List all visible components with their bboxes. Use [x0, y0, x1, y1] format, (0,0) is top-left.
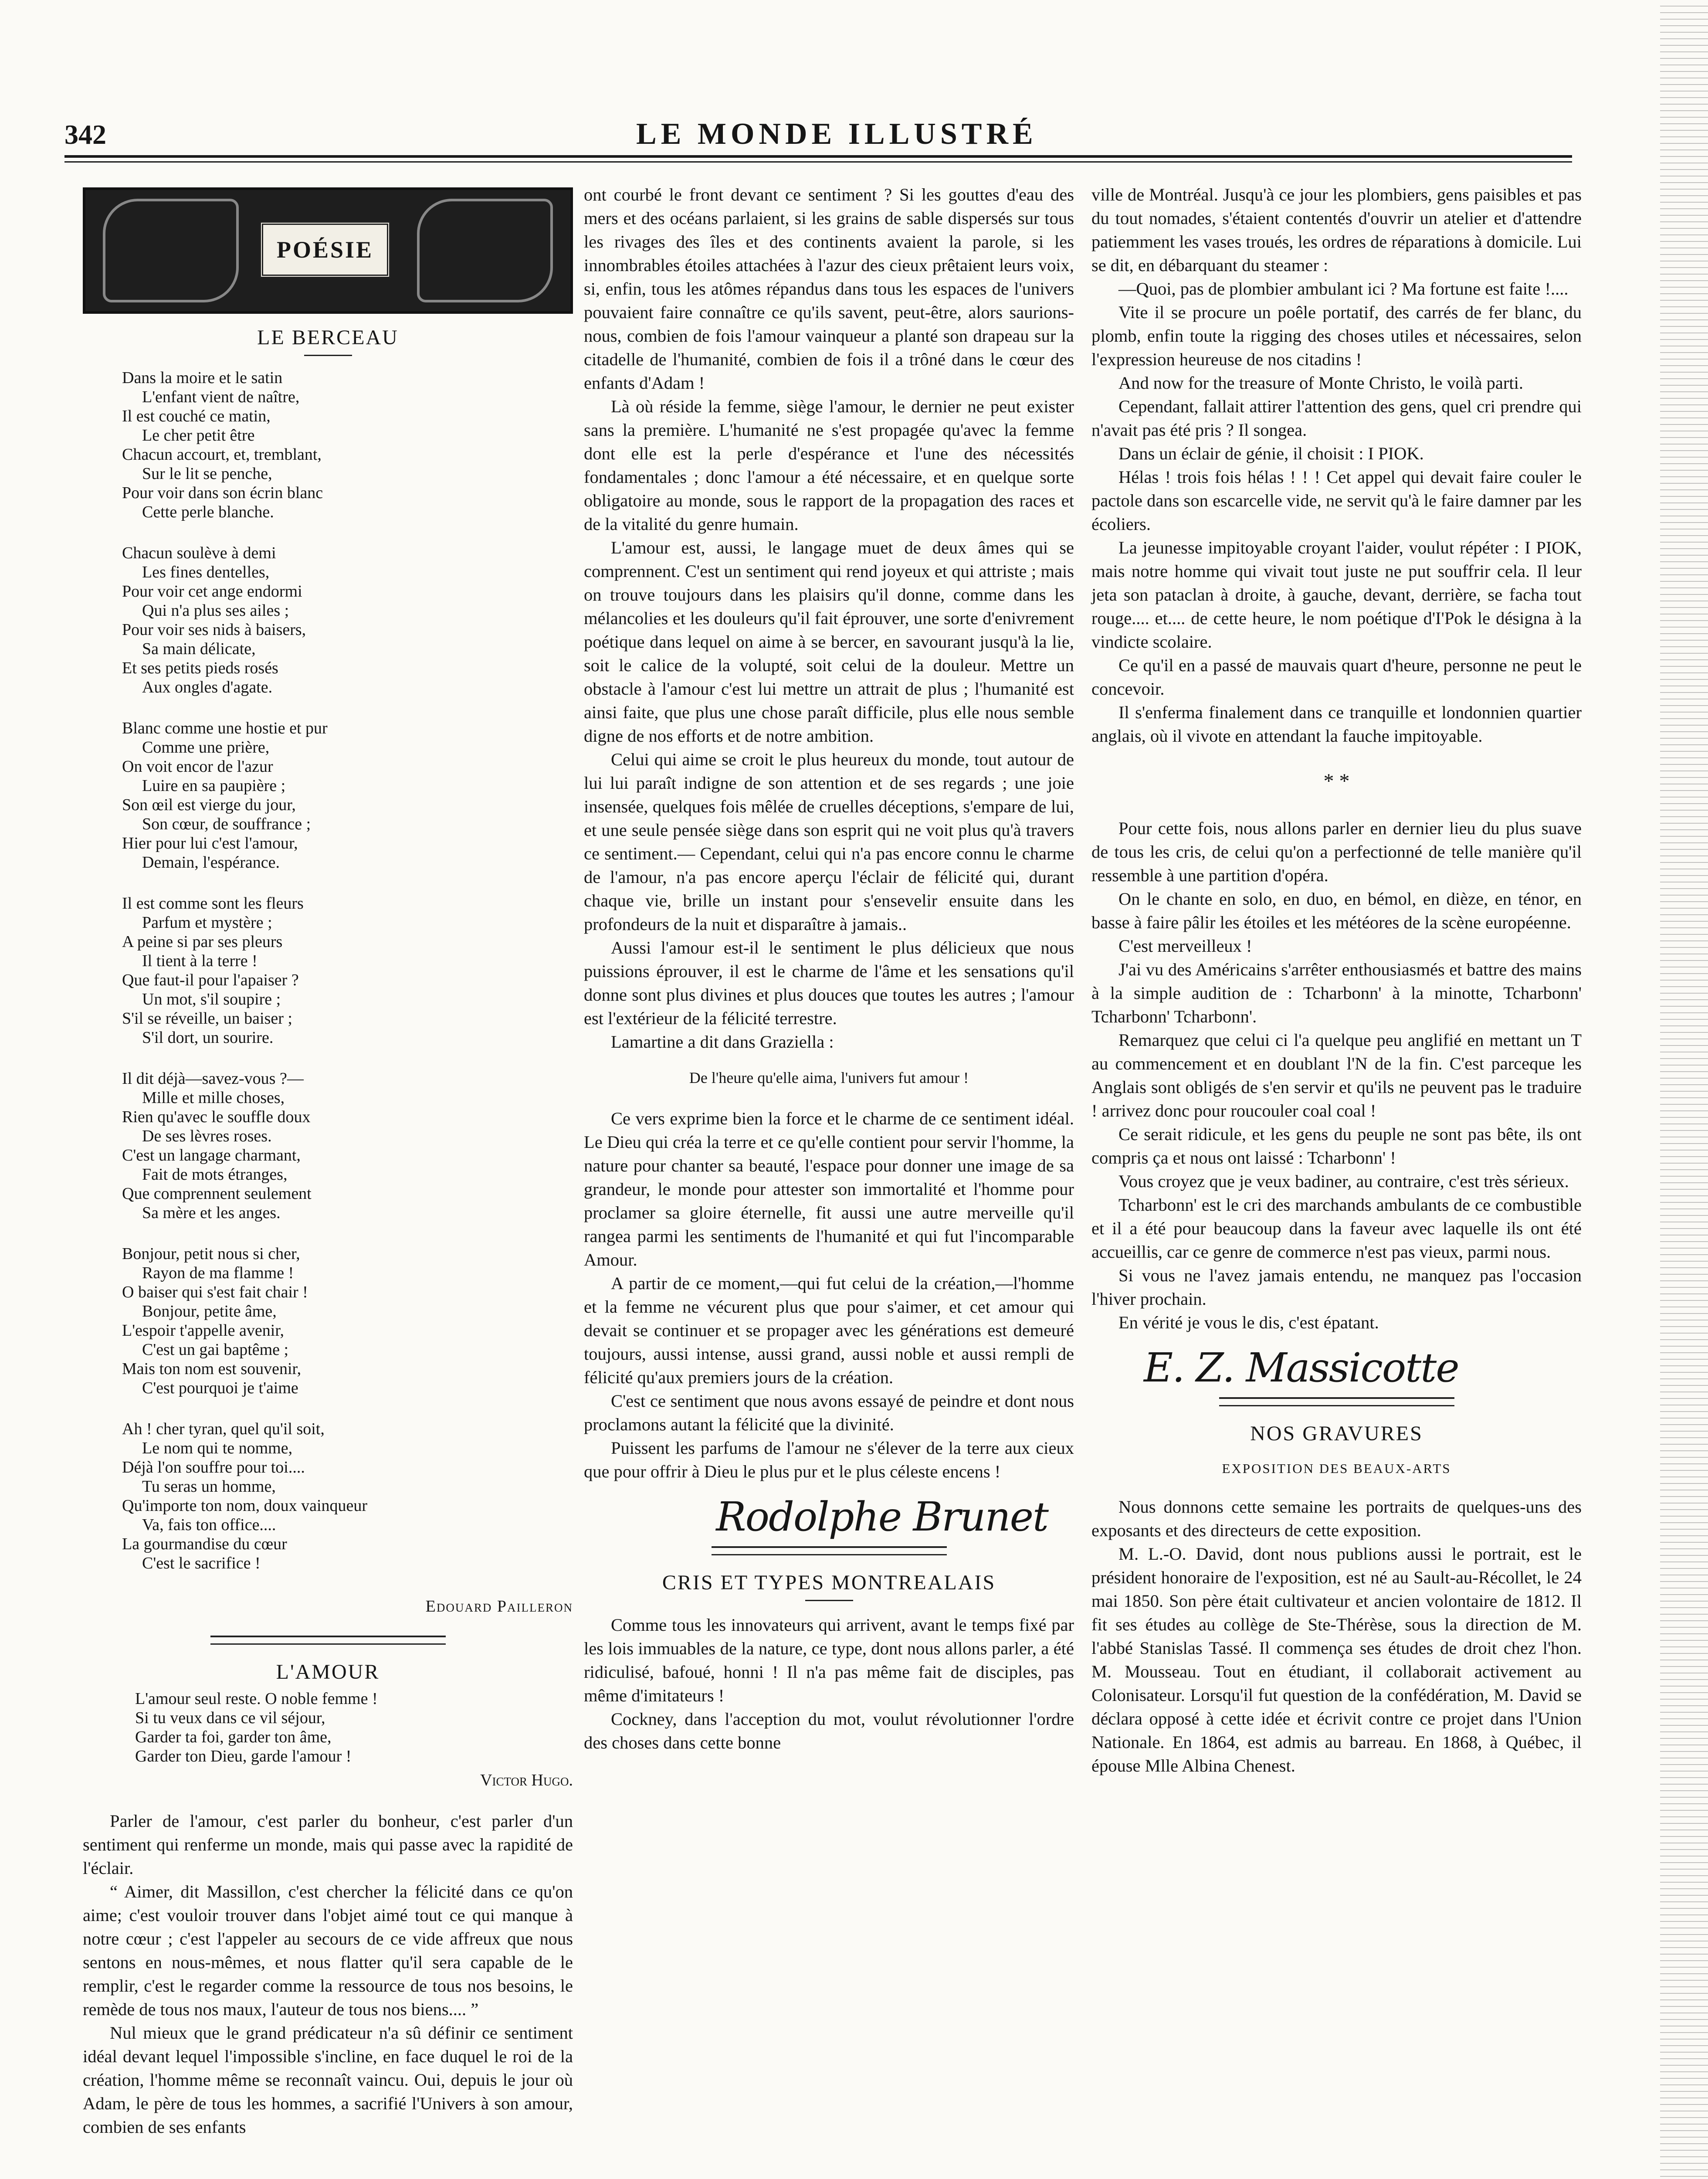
paragraph: Dans un éclair de génie, il choisit : I PIOK.: [1118, 444, 1424, 463]
header-rule: [64, 155, 1572, 158]
poem-line: C'est un langage charmant,: [122, 1146, 301, 1164]
paragraph: Là où réside la femme, siège l'amour, le dernier ne peut exister sans la première. L'humanité ne s'est propagée qu'avec la femme dont elle est la perle d'espérance et l'une des nécessités fondamentales ; donc l'amour a été nécessaire, et en quelque sorte obligatoire au monde, sous le rapport de la propagation des races et de la vitalité du genre humain.: [584, 397, 1074, 534]
poem-line: Hier pour lui c'est l'amour,: [122, 834, 298, 852]
poem-line: Comme une prière,: [142, 738, 270, 757]
paragraph: Hélas ! trois fois hélas ! ! ! Cet appel qui devait faire couler le pactole dans son escarcelle vide, ne servit qu'à le faire damner par les écoliers.: [1091, 467, 1582, 534]
poem-line: Il est comme sont les fleurs: [122, 894, 304, 913]
poem-line: L'enfant vient de naître,: [142, 388, 300, 406]
poem-line: Que comprennent seulement: [122, 1185, 312, 1203]
paragraph: J'ai vu des Américains s'arrêter enthousiasmés et battre des mains à la simple audition de : Tcharbonn' à la minotte, Tcharbonn' Tcharbonn' Tcharbonn'.: [1091, 960, 1582, 1026]
short-rule: [805, 1600, 853, 1601]
poem-line: Qu'importe ton nom, doux vainqueur: [122, 1497, 368, 1515]
poem-line: Dans la moire et le satin: [122, 369, 283, 387]
poem-line: Bonjour, petite âme,: [142, 1302, 277, 1320]
poem-line: Il est couché ce matin,: [122, 407, 271, 425]
essay-continued: [584, 183, 1074, 1054]
poem-line: Rien qu'avec le souffle doux: [122, 1108, 311, 1126]
exposition-subheading: EXPOSITION DES BEAUX-ARTS: [1222, 1461, 1451, 1476]
ornament-right-icon: [417, 199, 553, 302]
poem-line: Il dit déjà—savez-vous ?—: [122, 1069, 304, 1088]
poem-line: C'est le sacrifice !: [142, 1554, 261, 1572]
nos-gravures-title: NOS GRAVURES: [1250, 1422, 1423, 1445]
paragraph: La jeunesse impitoyable croyant l'aider, voulut répéter : I PIOK, mais notre homme qui vivait tout juste ne put souffrir cela. Il leur jeta son pataclan à droite, à gauche, devant, derrière, se facha tout rouge.... et.... de cette heure, le nom poétique d'I'Pok le désigna à la vindicte scolaire.: [1091, 538, 1582, 652]
paragraph: Nul mieux que le grand prédicateur n'a sû définir ce sentiment idéal devant lequel l'impossible s'incline, en face duquel le roi de la création, l'homme même se reconnaît vaincu. Oui, depuis le jour où Adam, le père de tous les hommes, a sacrifié l'Univers à son amour, combien de ses enfants: [83, 2023, 573, 2137]
poem-line: Son œil est vierge du jour,: [122, 796, 296, 814]
poem-line: Mille et mille choses,: [142, 1089, 285, 1107]
epigraph-line: Garder ton Dieu, garde l'amour !: [135, 1747, 352, 1765]
paragraph: L'amour est, aussi, le langage muet de deux âmes qui se comprennent. C'est un sentiment qui rend joyeux et qui attriste ; mais on trouve toujours dans les plaisirs qu'il donne, comme dans les mélancolies et les douleurs qu'il fait éprouver, une sorte d'enivrement poétique dans lequel on aime à se bercer, en savourant jusqu'à la lie, soit le calice de la volupté, soit celui de la douleur. Mettre un obstacle à l'amour c'est lui mettre un attrait de plus ; l'humanité est ainsi faite, que plus une chose paraît difficile, plus elle nous semble digne de nos efforts et de notre ambition.: [584, 538, 1074, 746]
banner-label: POÉSIE: [260, 221, 390, 278]
poem-line: Sa main délicate,: [142, 640, 256, 658]
column-2: [584, 183, 1074, 1755]
paragraph: Ce qu'il en a passé de mauvais quart d'heure, personne ne peut le concevoir.: [1091, 655, 1582, 699]
tcharbonn-story: [1091, 817, 1582, 1334]
paragraph: —Quoi, pas de plombier ambulant ici ? Ma fortune est faite !....: [1118, 279, 1569, 299]
paragraph: Il s'enferma finalement dans ce tranquille et londonnien quartier anglais, où il vivote en attendant la fauche impitoyable.: [1091, 703, 1582, 746]
poem-line: On voit encor de l'azur: [122, 757, 273, 776]
column-1: [83, 183, 573, 2139]
poem-line: Bonjour, petit nous si cher,: [122, 1245, 300, 1263]
short-rule: [304, 355, 352, 356]
paragraph: And now for the treasure of Monte Christo, le voilà parti.: [1118, 373, 1524, 393]
epigraph-line: Garder ta foi, garder ton âme,: [135, 1728, 332, 1746]
cris-types-intro: [584, 1613, 1074, 1755]
epigraph-line: Si tu veux dans ce vil séjour,: [135, 1709, 325, 1727]
paragraph: ville de Montréal. Jusqu'à ce jour les plombiers, gens paisibles et pas du tout nomades, s'étaient contentés d'ouvrir un atelier et d'attendre patiemment les vases troués, les ordres de réparations à domicile. Lui se dit, en débarquant du steamer :: [1091, 185, 1582, 275]
poem-stanza: [122, 1244, 573, 1398]
paragraph: “ Aimer, dit Massillon, c'est chercher la félicité dans ce qu'on aime; c'est vouloir trouver dans l'objet aimé tout ce qui manque à notre cœur ; c'est l'appeler au secours de ce vide affreux que nous sentons en nous-mêmes, et nous flatter qu'il sera capable de le remplir, c'est le regarder comme la ressource de tous nos besoins, le remède de tous nos maux, l'auteur de tous nos biens.... ”: [83, 1882, 573, 2019]
poem-stanza: [122, 1419, 573, 1573]
graziella-quote: De l'heure qu'elle aima, l'univers fut amour !: [689, 1069, 969, 1086]
paragraph: A partir de ce moment,—qui fut celui de la création,—l'homme et la femme ne vécurent plus que pour s'aimer, et cet amour qui devait se continuer et se propager avec les générations est demeuré toujours, aussi intense, aussi grand, aussi noble et aussi rempli de félicité qu'aux premiers jours de la création.: [584, 1273, 1074, 1387]
poem-line: Pour voir dans son écrin blanc: [122, 484, 323, 502]
paragraph: Si vous ne l'avez jamais entendu, ne manquez pas l'occasion l'hiver prochain.: [1091, 1266, 1582, 1309]
page-edge-speckle: [1660, 0, 1708, 2179]
poem-line: Que faut-il pour l'apaiser ?: [122, 971, 299, 989]
poem-line: L'espoir t'appelle avenir,: [122, 1321, 284, 1340]
paragraph: Lamartine a dit dans Graziella :: [611, 1032, 834, 1052]
piok-story: [1091, 183, 1582, 748]
section-divider: [210, 1636, 446, 1645]
poem-line: De ses lèvres roses.: [142, 1127, 272, 1145]
poem-line: Qui n'a plus ses ailes ;: [142, 601, 289, 620]
poem-line: Sa mère et les anges.: [142, 1204, 281, 1222]
poem-line: S'il dort, un sourire.: [142, 1028, 274, 1047]
poem-stanza: [122, 719, 573, 872]
poem-line: Ah ! cher tyran, quel qu'il soit,: [122, 1420, 325, 1438]
poem-line: Pour voir cet ange endormi: [122, 582, 302, 601]
poem-line: Son cœur, de souffrance ;: [142, 815, 311, 833]
poem-line: Sur le lit se penche,: [142, 465, 272, 483]
paragraph: Vite il se procure un poêle portatif, des carrés de fer blanc, du plomb, enfin toute la rigging des choses utiles et nécessaires, selon l'expression heureuse de nos citadins !: [1091, 302, 1582, 369]
poem-stanza: [122, 543, 573, 697]
poem-line: Chacun accourt, et, tremblant,: [122, 445, 322, 464]
epigraph-author: Victor Hugo.: [480, 1771, 573, 1789]
cris-types-title: CRIS ET TYPES MONTREALAIS: [662, 1571, 996, 1594]
essay-conclusion: [584, 1107, 1074, 1483]
poem-line: Demain, l'espérance.: [142, 853, 280, 872]
poem-line: C'est un gai baptême ;: [142, 1341, 289, 1359]
poem-line: Luire en sa paupière ;: [142, 777, 286, 795]
essay-paragraphs: [83, 1809, 573, 2139]
poem-line: Il tient à la terre !: [142, 952, 258, 970]
poem-line: A peine si par ses pleurs: [122, 933, 283, 951]
poem-line: Fait de mots étranges,: [142, 1165, 288, 1184]
poem-line: O baiser qui s'est fait chair !: [122, 1283, 308, 1301]
poem-line: Le cher petit être: [142, 426, 255, 445]
section-divider: [1219, 1397, 1454, 1406]
poem-line: Chacun soulève à demi: [122, 544, 276, 562]
page-number: 342: [64, 119, 106, 150]
paragraph: Parler de l'amour, c'est parler du bonheur, c'est parler d'un sentiment qui renferme un monde, mais qui passe avec la rapidité de l'éclair.: [83, 1811, 573, 1878]
paragraph: Celui qui aime se croit le plus heureux du monde, tout autour de lui lui paraît indigne de son attention et de ses regards ; une joie insensée, quelques fois mêlée de cruelles déceptions, s'empare de lui, et une seule pensée siège dans son esprit qui ne voit plus qu'à travers ce sentiment.— Cependant, celui qui n'a pas encore connu le charme de l'amour, n'a pas encore aperçu l'éclair de félicité qui, durant chaque vie, brille un instant pour s'ensevelir ensuite dans les profondeurs de la nuit et disparaître à jamais..: [584, 750, 1074, 934]
poem-line: S'il se réveille, un baiser ;: [122, 1009, 292, 1028]
paragraph: Puissent les parfums de l'amour ne s'élever de la terre aux cieux que pour offrir à Dieu le plus pur et le plus céleste encens !: [584, 1438, 1074, 1481]
poem-stanza: [122, 1069, 573, 1222]
paragraph: Nous donnons cette semaine les portraits de quelques-uns des exposants et des directeurs de cette exposition.: [1091, 1497, 1582, 1540]
poem-line: Déjà l'on souffre pour toi....: [122, 1458, 305, 1476]
paragraph: C'est ce sentiment que nous avons essayé de peindre et dont nous proclamons autant la félicité que la divinité.: [584, 1391, 1074, 1434]
poesie-banner: [83, 187, 573, 314]
paragraph: M. L.-O. David, dont nous publions aussi le portrait, est le président honoraire de l'exposition, est né au Sault-au-Récollet, le 24 mai 1850. Son père était cultivateur et ancien volontaire de 1812. Il fit ses études au collège de Ste-Thérèse, sous la direction de M. l'abbé Stanislas Tassé. Il commença ses études de droit chez l'hon. M. Mousseau. Tout en étudiant, il collaborait activement au Colonisateur. Lorsqu'il fut question de la confédération, M. David se déclara opposé à cette idée et écrivit contre ce projet dans l'Union Nationale. En 1864, est admis au barreau. En 1868, à Québec, il épouse Mlle Albina Chenest.: [1091, 1544, 1582, 1775]
section-divider: [712, 1546, 947, 1555]
poem-line: Mais ton nom est souvenir,: [122, 1360, 302, 1378]
paragraph: Aussi l'amour est-il le sentiment le plus délicieux que nous puissions éprouver, il est le charme de l'âme et les sensations qu'il donne sont plus divines et plus douces que toutes les autres ; l'amour est l'extérieur de la félicité terrestre.: [584, 938, 1074, 1028]
paragraph: Remarquez que celui ci l'a quelque peu anglifié en mettant un T au commencement et en doublant l'N de la fin. C'est parceque les Anglais sont obligés de s'en servir et qu'ils ne peuvent pas le traduire ! arrivez donc pour roucouler coal coal !: [1091, 1030, 1582, 1120]
paragraph: Vous croyez que je veux badiner, au contraire, c'est très sérieux.: [1118, 1171, 1569, 1191]
paragraph: Cependant, fallait attirer l'attention des gens, quel cri prendre qui n'avait pas été pris ? Il songea.: [1091, 397, 1582, 440]
poem-line: Tu seras un homme,: [142, 1477, 276, 1496]
paragraph: Tcharbonn' est le cri des marchands ambulants de ce combustible et il a été pour beaucoup dans la faveur avec laquelle ils ont été accueillis, car ce genre de commerce n'est pas vieux, parmi nous.: [1091, 1195, 1582, 1262]
poem-author: Edouard Pailleron: [425, 1597, 573, 1616]
asterism: * *: [1323, 770, 1350, 793]
poem-title: LE BERCEAU: [257, 326, 399, 349]
paragraph: ont courbé le front devant ce sentiment ? Si les gouttes d'eau des mers et des océans parlaient, si les grains de sable dispersés sur tous les rivages des îles et des continents avaient la parole, si les innombrables étoiles attachées à l'azur des cieux prêtaient leurs voix, si, enfin, tous les atômes répandus dans tous les espaces de l'univers pouvaient faire connaître ce qu'ils savent, peut-être, alors saurions-nous, combien de fois l'amour vainqueur a planté son drapeau sur la citadelle de l'humanité, combien de fois il a trôné dans le cœur des enfants d'Adam !: [584, 185, 1074, 393]
poem-line: Blanc comme une hostie et pur: [122, 719, 328, 737]
paragraph: C'est merveilleux !: [1118, 936, 1252, 956]
header-rule-thin: [64, 161, 1572, 163]
poem-stanza: [122, 894, 573, 1047]
epigraph: [135, 1689, 573, 1766]
poem-line: Cette perle blanche.: [142, 503, 274, 521]
ornament-left-icon: [103, 199, 239, 302]
paragraph: En vérité je vous le dis, c'est épatant.: [1118, 1313, 1379, 1332]
paragraph: Ce vers exprime bien la force et le charme de ce sentiment idéal. Le Dieu qui créa la terre et ce qu'elle contient pour servir l'homme, la nature pour chanter sa beauté, l'espace pour donner une image de sa grandeur, le monde pour attester son immortalité et l'homme pour proclamer sa gloire éternelle, fit aussi une autre merveille qu'il rangea parmi les sentiments de l'humanité et qui fut l'incomparable Amour.: [584, 1109, 1074, 1269]
poem-line: Parfum et mystère ;: [142, 913, 272, 932]
poem-body: [122, 368, 573, 1573]
poem-line: Les fines dentelles,: [142, 563, 270, 581]
poem-line: Rayon de ma flamme !: [142, 1264, 294, 1282]
epigraph-line: L'amour seul reste. O noble femme !: [135, 1690, 378, 1708]
paragraph: Cockney, dans l'acception du mot, voulut révolutionner l'ordre des choses dans cette bonne: [584, 1709, 1074, 1752]
masthead-title: LE MONDE ILLUSTRÉ: [636, 117, 1037, 151]
paragraph: Pour cette fois, nous allons parler en dernier lieu du plus suave de tous les cris, de celui qu'on a perfectionné de telle manière qu'il ressemble à une partition d'opéra.: [1091, 818, 1582, 885]
poem-stanza: [122, 368, 573, 522]
poem-line: Pour voir ses nids à baisers,: [122, 621, 306, 639]
poem-line: C'est pourquoi je t'aime: [142, 1379, 298, 1397]
poem-line: La gourmandise du cœur: [122, 1535, 287, 1553]
poem-line: Va, fais ton office....: [142, 1516, 276, 1534]
paragraph: Ce serait ridicule, et les gens du peuple ne sont pas bête, ils ont compris ça et nous ont laissé : Tcharbonn' !: [1091, 1124, 1582, 1168]
author-signature: Rodolphe Brunet: [716, 1493, 1048, 1540]
poem-line: Et ses petits pieds rosés: [122, 659, 278, 677]
poem-line: Aux ongles d'agate.: [142, 678, 273, 696]
column-3: [1091, 183, 1582, 1778]
poem-line: Un mot, s'il soupire ;: [142, 990, 281, 1008]
paragraph: On le chante en solo, en duo, en bémol, en dièze, en ténor, en basse à faire pâlir les étoiles et les météores de la scène européenne.: [1091, 889, 1582, 932]
paragraph: Comme tous les innovateurs qui arrivent, avant le temps fixé par les lois immuables de la nature, ce type, dont nous allons parler, a été ridiculisé, bafoué, honni ! Il n'a pas même fait de disciples, pas même d'imitateurs !: [584, 1615, 1074, 1705]
author-signature: E. Z. Massicotte: [1144, 1344, 1459, 1391]
essay-title: L'AMOUR: [276, 1660, 380, 1683]
gravures-paragraphs: [1091, 1495, 1582, 1778]
poem-line: Le nom qui te nomme,: [142, 1439, 293, 1457]
